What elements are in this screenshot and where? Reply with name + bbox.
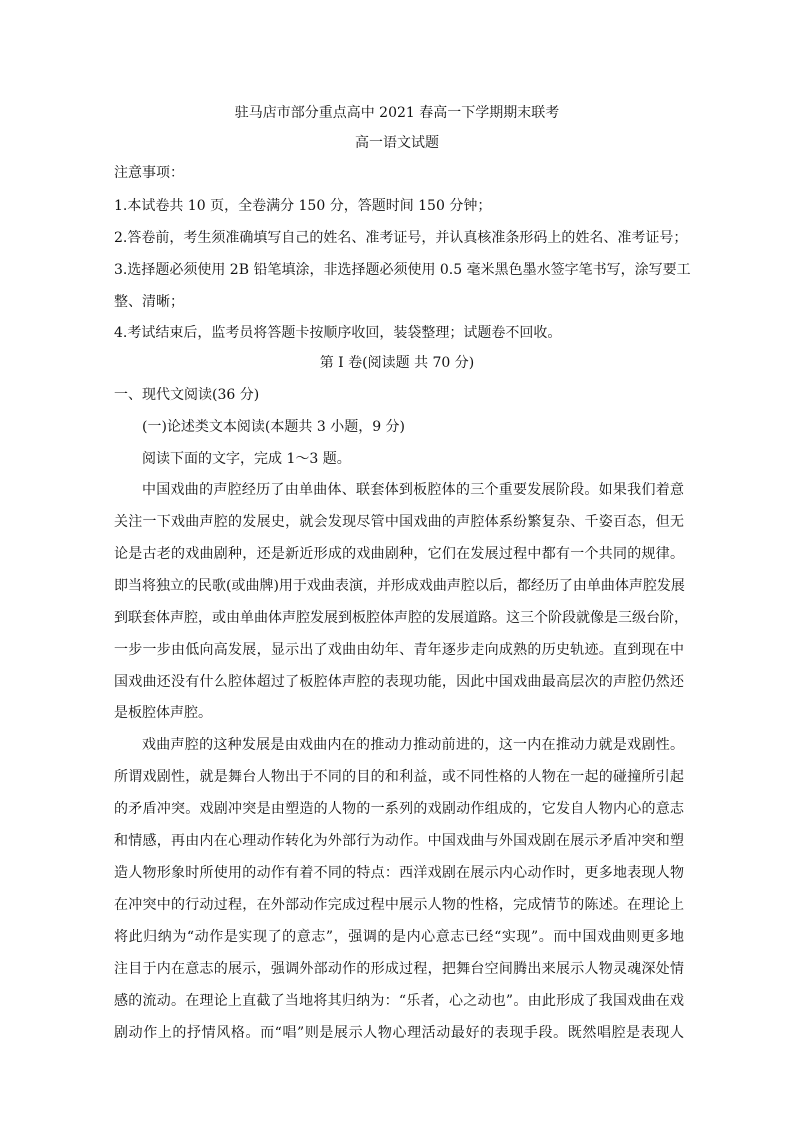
passage-line: 造人物形象时所使用的动作有着不同的特点：西洋戏剧在展示内心动作时，更多地表现人物 [114, 865, 684, 881]
passage-line: 国戏曲还没有什么腔体超过了板腔体声腔的表现功能，因此中国戏曲最高层次的声腔仍然还 [114, 674, 684, 690]
passage-line: 论是古老的戏曲剧种，还是新近形成的戏曲剧种，它们在发展过程中都有一个共同的规律。 [114, 546, 684, 562]
passage-line: 在冲突中的行动过程，在外部动作完成过程中展示人物的性格，完成情节的陈述。在理论上 [114, 897, 684, 913]
passage-line: 即当将独立的民歌(或曲牌)用于戏曲表演，并形成戏曲声腔以后，都经历了由单曲体声腔发展 [114, 578, 685, 594]
notice-item: 3.选择题必须使用 2B 铅笔填涂，非选择题必须使用 0.5 毫米黑色墨水签字笔书写，涂写要工 [114, 262, 691, 278]
passage-line: 将此归纳为“动作是实现了的意志”，强调的是内心意志已经“实现”。而中国戏曲则更多地 [114, 929, 684, 945]
notice-item: 1.本试卷共 10 页，全卷满分 150 分，答题时间 150 分钟； [114, 198, 492, 214]
passage-line: 所谓戏剧性，就是舞台人物出于不同的目的和利益，或不同性格的人物在一起的碰撞所引起 [114, 769, 684, 785]
part-heading: 一、现代文阅读(36 分) [114, 387, 260, 403]
passage-line: 关注一下戏曲声腔的发展史，就会发现尽管中国戏曲的声腔体系纷繁复杂、千姿百态，但无 [114, 514, 684, 530]
sub-part-heading: (一)论述类文本阅读(本题共 3 小题，9 分) [142, 419, 406, 435]
volume-title: 第 I 卷(阅读题 共 70 分) [319, 355, 475, 371]
passage-line: 注目于内在意志的展示，强调外部动作的形成过程，把舞台空间腾出来展示人物灵魂深处情 [114, 961, 684, 977]
passage-line: 到联套体声腔，或由单曲体声腔发展到板腔体声腔的发展道路。这三个阶段就像是三级台阶， [114, 610, 688, 626]
exam-title: 驻马店市部分重点高中 2021 春高一下学期期末联考 [234, 105, 560, 121]
passage-line: 是板腔体声腔。 [114, 705, 212, 721]
notice-item: 整、清晰； [114, 294, 184, 310]
notice-item: 2.答卷前，考生须准确填写自己的姓名、准考证号，并认真核准条形码上的姓名、准考证号； [114, 230, 688, 246]
passage-line: 感的流动。在理论上直截了当地将其归纳为：“乐者，心之动也”。由此形成了我国戏曲在戏 [114, 993, 684, 1009]
passage-line: 一步一步由低向高发展，显示出了戏曲由幼年、青年逐步走向成熟的历史轨迹。直到现在中 [114, 642, 684, 658]
passage-line: 剧动作上的抒情风格。而“唱”则是展示人物心理活动最好的表现手段。既然唱腔是表现人 [114, 1025, 684, 1041]
passage-line: 和情感，再由内在心理动作转化为外部行为动作。中国戏曲与外国戏剧在展示矛盾冲突和塑 [114, 833, 684, 849]
passage-line: 中国戏曲的声腔经历了由单曲体、联套体到板腔体的三个重要发展阶段。如果我们着意 [142, 482, 684, 498]
exam-subtitle: 高一语文试题 [355, 135, 439, 151]
passage-line: 戏曲声腔的这种发展是由戏曲内在的推动力推动前进的，这一内在推动力就是戏剧性。 [142, 737, 684, 753]
passage-line: 的矛盾冲突。戏剧冲突是由塑造的人物的一系列的戏剧动作组成的，它发自人物内心的意志 [114, 801, 684, 817]
notice-heading: 注意事项： [114, 165, 184, 181]
notice-item: 4.考试结束后，监考员将答题卡按顺序收回，装袋整理；试题卷不回收。 [114, 325, 562, 341]
reading-instruction: 阅读下面的文字，完成 1～3 题。 [142, 451, 351, 467]
